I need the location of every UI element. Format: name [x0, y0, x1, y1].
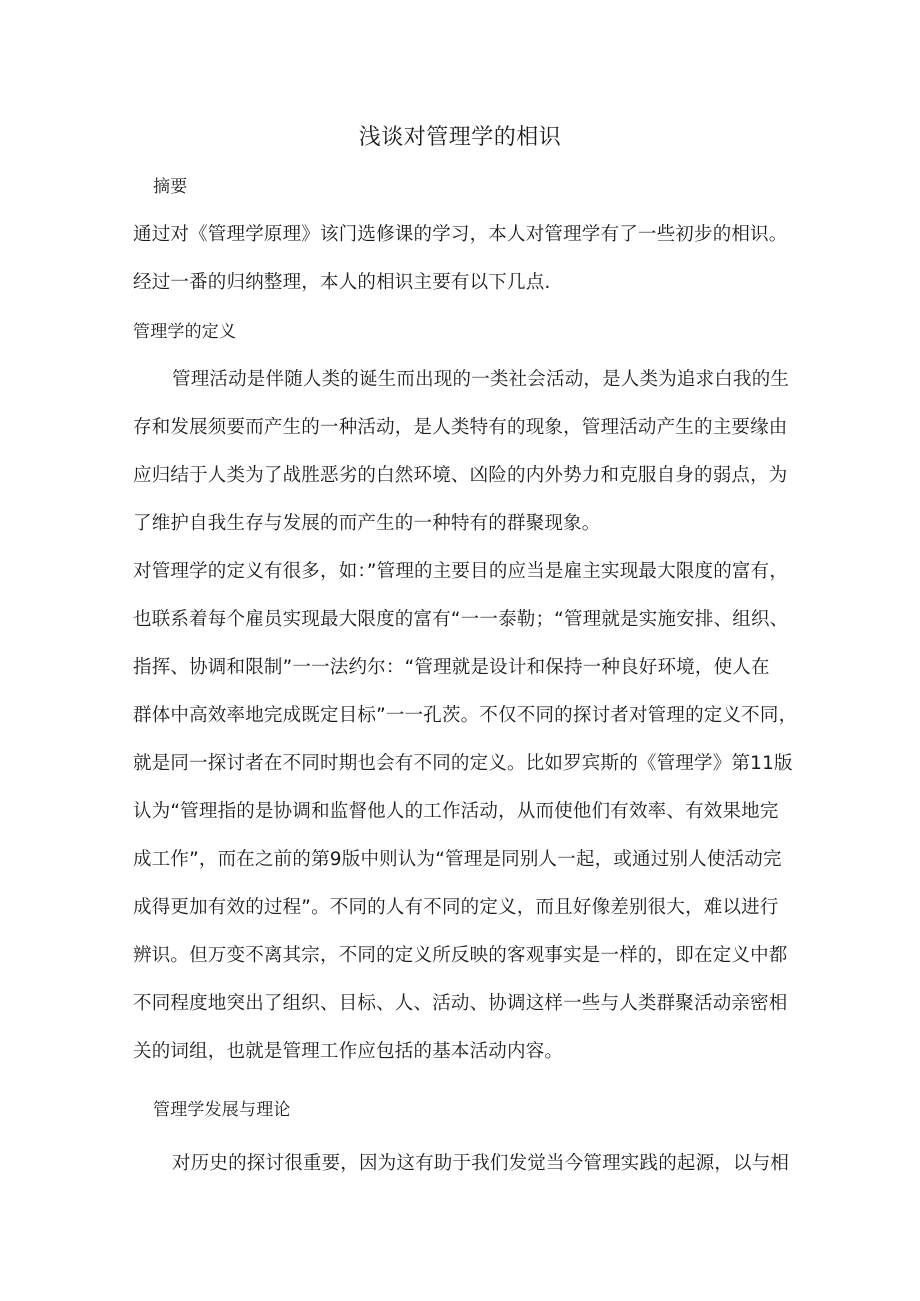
paragraph-line: 不同程度地突出了组织、目标、人、活动、协调这样一些与人类群聚活动亲密相 [133, 993, 788, 1014]
paragraph-line: 成得更加有效的过程”。不同的人有不同的定义，而且好像差别很大，难以进行 [133, 897, 779, 918]
paragraph-line: 对历史的探讨很重要，因为这有助于我们发觉当今管理实践的起源，以与相 [172, 1153, 790, 1174]
paragraph-line: 群体中高效率地完成既定目标”一一孔茨。不仅不同的探讨者对管理的定义不同， [133, 705, 798, 726]
paragraph-line: 关的词组，也就是管理工作应包括的基本活动内容。 [133, 1041, 564, 1062]
paragraph-line: 存和发展须要而产生的一种活动，是人类特有的现象，管理活动产生的主要缘由 [133, 417, 788, 438]
paragraph-line: 成工作”，而在之前的第9版中则认为“管理是同别人一起，或通过别人使活动完 [133, 849, 782, 870]
paragraph-line: 管理活动是伴随人类的诞生而出现的一类社会活动，是人类为追求白我的生 [172, 369, 790, 390]
abstract-heading: 摘要 [153, 177, 188, 197]
section-heading-development: 管理学发展与理论 [153, 1100, 291, 1120]
paragraph-line: 也联系着每个雇员实现最大限度的富有“一一泰勒；“管理就是实施安排、组织、 [133, 609, 789, 630]
document-title: 浅谈对管理学的相识 [358, 125, 562, 150]
paragraph-line: 指挥、协调和限制”一一法约尔：“管理就是设计和保持一种良好环境，使人在 [133, 657, 770, 678]
section-heading-definition: 管理学的定义 [133, 322, 237, 342]
abstract-line: 经过一番的归纳整理，本人的相识主要有以下几点. [133, 272, 551, 293]
paragraph-line: 辨识。但万变不离其宗，不同的定义所反映的客观事实是一样的，即在定义中都 [133, 945, 788, 966]
paragraph-line: 了维护自我生存与发展的而产生的一种特有的群聚现象。 [133, 513, 601, 534]
abstract-line: 通过对《管理学原理》该门选修课的学习，本人对管理学有了一些初步的相识。 [133, 224, 788, 245]
paragraph-line: 对管理学的定义有很多，如：”管理的主要目的应当是雇主实现最大限度的富有， [133, 561, 789, 582]
paragraph-line: 认为“管理指的是协调和监督他人的工作活动，从而使他们有效率、有效果地完 [133, 801, 779, 822]
paragraph-line: 应归结于人类为了战胜恶劣的白然环境、凶险的内外势力和克服自身的弱点，为 [133, 465, 788, 486]
paragraph-line: 就是同一探讨者在不同时期也会有不同的定义。比如罗宾斯的《管理学》第11版 [133, 753, 793, 774]
